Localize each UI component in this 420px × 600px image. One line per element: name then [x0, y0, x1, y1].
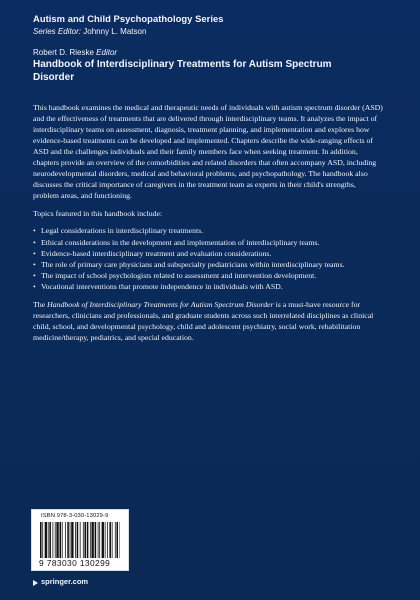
topics-list	[33, 225, 383, 291]
publisher-text: springer.com	[41, 577, 89, 586]
barcode-bar	[56, 522, 58, 558]
barcode-bar	[49, 522, 51, 558]
topic-item: • Evidence-based interdisciplinary treatment and evaluation considerations.	[33, 248, 383, 259]
barcode-bar	[98, 522, 99, 558]
book-description	[33, 102, 383, 343]
barcode-bar	[67, 522, 69, 558]
barcode-bar	[102, 522, 104, 558]
topic-item: • The role of primary care physicians and subspecialty pediatricians within interdisciplinary teams.	[33, 259, 383, 270]
closing-suffix: is a must-have resource for researchers, clinicians and professionals, and graduate students across such interrelated disciplines as clinical child, school, and developmental psychology, child and adolescent psychiatry, social work, rehabilitation medicine/therapy, pediatrics, and special education.	[33, 299, 374, 342]
barcode-bar	[95, 522, 97, 558]
closing-prefix: The	[33, 299, 48, 309]
author-role: Editor	[96, 48, 118, 57]
topic-item: • The impact of school psychologists related to assessment and intervention development.	[33, 270, 383, 281]
barcode-bars	[40, 522, 120, 558]
barcode-bar	[70, 522, 71, 558]
series-block	[33, 13, 383, 37]
barcode-bar	[80, 522, 81, 558]
book-author	[33, 47, 117, 58]
barcode-bar	[99, 522, 100, 558]
barcode-bar	[112, 522, 113, 558]
barcode-bar	[90, 522, 91, 558]
barcode-bar	[48, 522, 49, 558]
topic-item: • Legal considerations in interdisciplinary treatments.	[33, 225, 383, 236]
barcode-bar	[40, 522, 42, 558]
publisher-link[interactable]	[33, 577, 88, 587]
barcode-bar	[109, 522, 111, 558]
isbn-barcode	[31, 509, 129, 571]
closing-title-italic: Handbook of Interdisciplinary Treatments for Autism Spectrum Disorder	[47, 299, 274, 309]
barcode-bar	[65, 522, 66, 558]
barcode-bar	[55, 522, 56, 558]
closing-paragraph	[33, 299, 383, 343]
barcode-bar	[77, 522, 79, 558]
barcode-bar	[115, 522, 116, 558]
description-paragraph: This handbook examines the medical and therapeutic needs of individuals with autism spectrum disorder (ASD) and the effectiveness of treatments that are delivered through interdisciplinary teams. It analyzes the impact of interdisciplinary teams on assessment, diagnosis, treatment planning, and implementation and explores how evidence-based treatments can be developed and implemented. Chapters describe the wide-ranging effects of ASD and the challenges individuals and their family members face when seeking treatment. In addition, chapters provide an overview of the comorbidities and related disorders that often accompany ASD, including neurodevelopmental disorders, medical and behavioral problems, and psychopathology. The handbook also discusses the critical importance of caregivers in the treatment team as experts in their child's strengths, problem areas, and functioning.	[33, 103, 383, 201]
series-editor-name: Johnny L. Matson	[83, 27, 147, 36]
author-name: Robert D. Rieske	[33, 48, 94, 57]
barcode-bar	[75, 522, 76, 558]
barcode-bar	[45, 522, 47, 558]
barcode-bar	[87, 522, 89, 558]
barcode-bar	[107, 522, 108, 558]
barcode-bar	[71, 522, 73, 558]
book-title: Handbook of Interdisciplinary Treatments for Autism Spectrum Disorder	[33, 59, 332, 83]
isbn-label: ISBN 978-3-030-13029-9	[41, 513, 109, 519]
barcode-bar	[62, 522, 63, 558]
barcode-bar	[84, 522, 86, 558]
topic-item: • Ethical considerations in the development and implementation of interdisciplinary teams.	[33, 237, 383, 248]
topics-intro: Topics featured in this handbook include:	[33, 209, 163, 219]
arrow-icon	[33, 580, 38, 586]
series-editor	[33, 26, 383, 37]
barcode-bar	[60, 522, 62, 558]
barcode-digits: 9 783030 130299	[39, 558, 111, 568]
barcode-bar	[52, 522, 53, 558]
barcode-bar	[116, 522, 118, 558]
barcode-bar	[83, 522, 84, 558]
series-editor-role: Series Editor:	[33, 27, 82, 36]
barcode-bar	[105, 522, 106, 558]
topic-item: • Vocational interventions that promote independence in individuals with ASD.	[33, 281, 383, 292]
barcode-bar	[42, 522, 43, 558]
series-title: Autism and Child Psychopathology Series	[33, 13, 224, 24]
barcode-bar	[91, 522, 93, 558]
